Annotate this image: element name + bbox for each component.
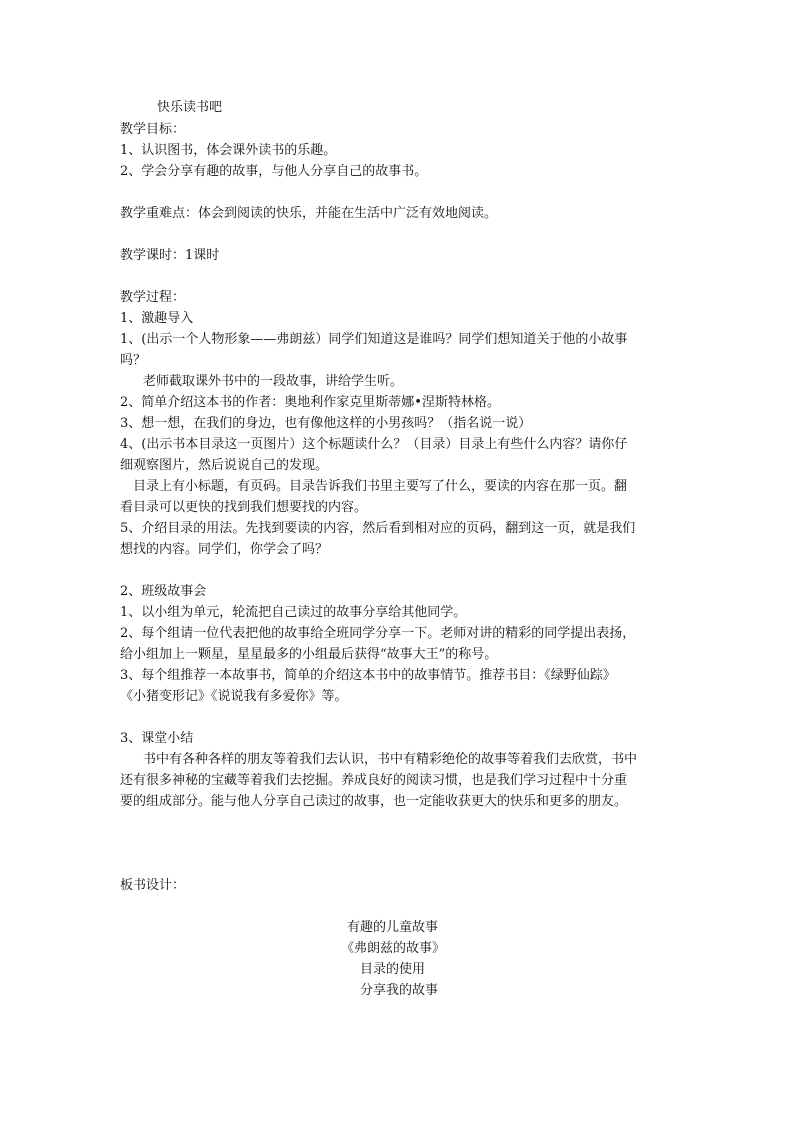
paragraph-line: 想找的内容。同学们，你学会了吗？	[120, 542, 329, 557]
section-heading: 2、班级故事会	[120, 584, 207, 599]
paragraph-line: 老师截取课外书中的一段故事，讲给学生听。	[143, 374, 404, 389]
class-hours: 教学课时：1课时	[120, 248, 220, 263]
board-line: 目录的使用	[360, 962, 426, 977]
paragraph-line: 1、(出示一个人物形象——弗朗兹）同学们知道这是谁吗？同学们想知道关于他的小故事	[120, 332, 628, 347]
paragraph-line: 1、以小组为单元，轮流把自己读过的故事分享给其他同学。	[120, 605, 467, 620]
board-line: 分享我的故事	[360, 983, 439, 998]
paragraph-line: 《小猪变形记》《说说我有多爱你》等。	[120, 689, 348, 704]
paragraph-line: 3、想一想，在我们的身边，也有像他这样的小男孩吗？（指名说一说）	[120, 416, 532, 431]
paragraph-line: 5、介绍目录的用法。先找到要读的内容，然后看到相对应的页码，翻到这一页，就是我们	[120, 521, 636, 536]
paragraph-line: 3、每个组推荐一本故事书，简单的介绍这本书中的故事情节。推荐书目：《绿野仙踪》	[120, 668, 616, 683]
document-title: 快乐读书吧	[157, 100, 223, 115]
section-heading: 1、激趣导入	[120, 311, 194, 326]
paragraph-line: 给小组加上一颗星，星星最多的小组最后获得“故事大王”的称号。	[120, 647, 498, 662]
board-heading: 板书设计：	[120, 878, 186, 893]
paragraph-line: 2、每个组请一位代表把他的故事给全班同学分享一下。老师对讲的精彩的同学提出表扬，	[120, 626, 636, 641]
paragraph-line: 还有很多神秘的宝藏等着我们去挖掘。养成良好的阅读习惯，也是我们学习过程中十分重	[120, 773, 628, 788]
objective-item: 2、学会分享有趣的故事，与他人分享自己的故事书。	[120, 164, 428, 179]
paragraph-line: 吗？	[120, 353, 147, 368]
paragraph-line: 书中有各种各样的朋友等着我们去认识，书中有精彩绝伦的故事等着我们去欣赏，书中	[143, 752, 638, 767]
paragraph-line: 要的组成部分。能与他人分享自己读过的故事，也一定能收获更大的快乐和更多的朋友。	[120, 794, 628, 809]
objective-item: 1、认识图书，体会课外读书的乐趣。	[120, 143, 337, 158]
process-heading: 教学过程：	[120, 290, 186, 305]
key-points: 教学重难点：体会到阅读的快乐，并能在生活中广泛有效地阅读。	[120, 206, 498, 221]
board-line: 有趣的儿童故事	[347, 920, 439, 935]
paragraph-line: 细观察图片，然后说说自己的发现。	[120, 458, 329, 473]
paragraph-line: 2、简单介绍这本书的作者：奥地利作家克里斯蒂娜•涅斯特林格。	[120, 395, 500, 410]
board-line: 《弗朗兹的故事》	[341, 941, 446, 956]
paragraph-line: 4、(出示书本目录这一页图片）这个标题读什么？（目录）目录上有些什么内容？请你仔	[120, 437, 628, 452]
paragraph-line: 看目录可以更快的找到我们想要找的内容。	[120, 500, 368, 515]
objectives-heading: 教学目标：	[120, 122, 186, 137]
section-heading: 3、课堂小结	[120, 731, 194, 746]
paragraph-line: 目录上有小标题，有页码。目录告诉我们书里主要写了什么，要读的内容在那一页。翻	[133, 479, 628, 494]
